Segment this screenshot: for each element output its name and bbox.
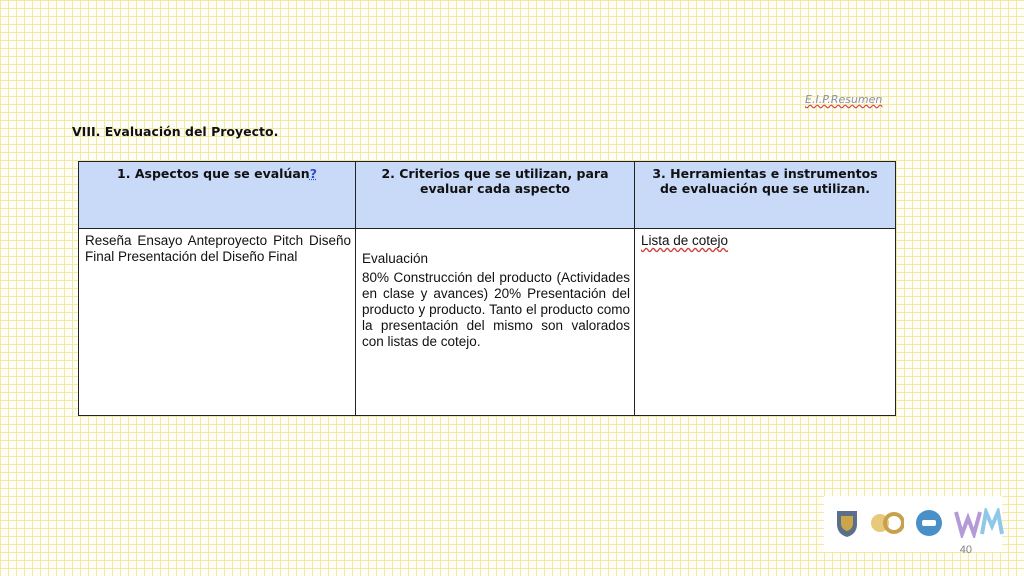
- si-badge-icon: [914, 508, 944, 538]
- doc-tag: E.I.P.Resumen: [805, 93, 883, 106]
- table-row: [79, 229, 896, 416]
- criteria-label: Evaluación: [362, 251, 429, 266]
- page-number: 40: [959, 544, 972, 556]
- header-criteria: [356, 162, 635, 229]
- header-criteria-text: 2. Criterios que se utilizan, para evaluar cada aspecto: [381, 166, 609, 196]
- question-mark: ?: [309, 166, 317, 181]
- header-tools: [635, 162, 896, 229]
- section-title: VIII. Evaluación del Proyecto.: [72, 124, 279, 139]
- unam-crest-icon: [834, 508, 860, 538]
- header-aspects-text: 1. Aspectos que se evalúan: [117, 166, 310, 181]
- cell-aspects: [79, 229, 356, 416]
- wm-logo-icon: [954, 508, 1004, 538]
- cell-criteria: [356, 229, 635, 416]
- logo-strip: [824, 496, 1002, 552]
- criteria-text: 80% Construcción del producto (Actividades en clase y avances) 20% Presentación del producto y producto. Tanto el producto como la presentación del mismo son valorados con listas de cotejo.: [362, 270, 630, 349]
- cell-tools: [635, 229, 896, 416]
- 50-anniversary-logo-icon: [870, 508, 904, 538]
- table-header-row: [79, 162, 896, 229]
- header-aspects: [79, 162, 356, 229]
- tools-text: Lista de cotejo: [641, 233, 729, 248]
- aspects-text: Reseña Ensayo Anteproyecto Pitch Diseño Final Presentación del Diseño Final: [85, 233, 351, 264]
- header-tools-text: 3. Herramientas e instrumentos de evaluación que se utilizan.: [652, 166, 878, 196]
- evaluation-table: [78, 161, 896, 416]
